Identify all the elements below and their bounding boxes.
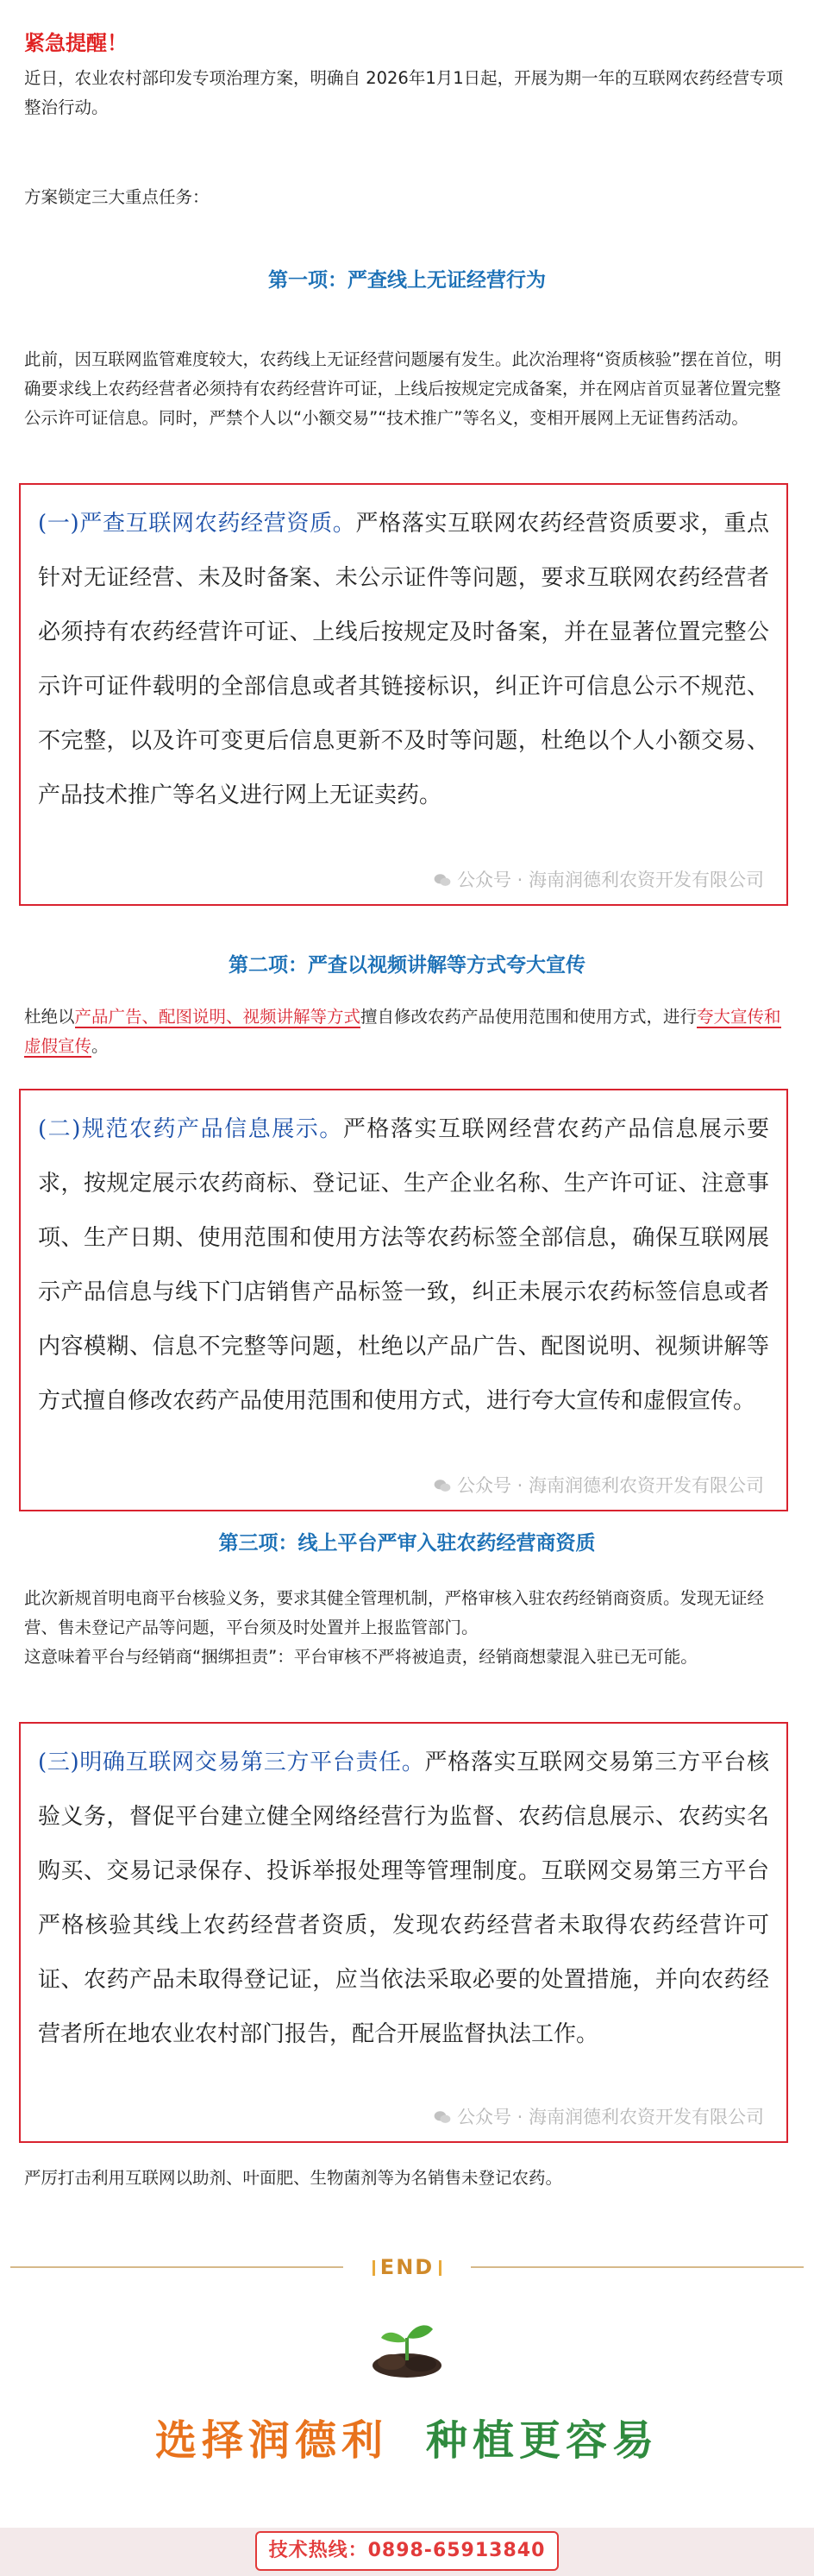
divider-left (10, 2266, 343, 2268)
section-1-body: 此前，因互联网监管难度较大，农药线上无证经营问题屡有发生。此次治理将“资质核验”摆在首位，明确要求线上农药经营者必须持有农药经营许可证，上线后按规定完成备案，并在网店首页显著位置完整公示许可证信息。同时，严禁个人以“小额交易”“技术推广”等名义，变相开展网上无证售药活动。 (24, 349, 782, 428)
section-3-quote (38, 1736, 769, 2062)
wechat-icon (433, 2110, 452, 2125)
wechat-icon (433, 873, 452, 888)
sprout-logo-icon (362, 2312, 452, 2381)
section-1-quote-lead: (一)严查互联网农药经营资质。 (38, 511, 356, 537)
section-3-quote-lead: (三)明确互联网交易第三方平台责任。 (38, 1750, 425, 1775)
end-marker (354, 2252, 460, 2283)
tasks-intro: 方案锁定三大重点任务： (24, 187, 210, 207)
section-1-title: 第一项：严查线上无证经营行为 (268, 269, 546, 292)
section-2-title: 第二项：严查以视频讲解等方式夸大宣传 (229, 954, 585, 977)
section-3-body-2: 这意味着平台与经销商“捆绑担责”：平台审核不严将被追责，经销商想蒙混入驻已无可能。 (24, 1647, 698, 1667)
section-3-quote-body: 严格落实互联网交易第三方平台核验义务，督促平台建立健全网络经营行为监督、农药信息展示、农药实名购买、交易记录保存、投诉举报处理等管理制度。互联网交易第三方平台严格核验其线上农药经营者资质，发现农药经营者未取得农药经营许可证、农药产品未取得登记证，应当依法采取必要的处置措施，并向农药经营者所在地农业农村部门报告，配合开展监督执法工作。 (38, 1750, 769, 2047)
section-1-quote-body: 严格落实互联网农药经营资质要求，重点针对无证经营、未及时备案、未公示证件等问题，要求互联网农药经营者必须持有农药经营许可证、上线后按规定及时备案，并在显著位置完整公示许可证件载明的全部信息或者其链接标识，纠正许可信息公示不规范、不完整，以及许可变更后信息更新不及时等问题，杜绝以个人小额交易、产品技术推广等名义进行网上无证卖药。 (38, 511, 769, 808)
section-1-quote-box (19, 483, 788, 906)
underline-highlight: 产品广告、配图说明、视频讲解等方式 (74, 1007, 361, 1027)
section-2-quote-box (19, 1089, 788, 1511)
section-2-quote (38, 1103, 769, 1429)
section-2-body: 杜绝以产品广告、配图说明、视频讲解等方式擅自修改农药产品使用范围和使用方式，进行夸大宣传和虚假宣传。 (24, 1007, 781, 1056)
underline-highlight: 夸大宣传和虚假宣传 (24, 1007, 781, 1056)
hotline-badge: 技术热线：0898-65913840 (255, 2531, 559, 2571)
section-3-quote-box (19, 1722, 788, 2143)
watermark: 公众号 · 海南润德利农资开发有限公司 (429, 2103, 767, 2129)
divider-right (471, 2266, 804, 2268)
slogan-part-2: 种植更容易 (426, 2416, 660, 2465)
section-3-title: 第三项：线上平台严审入驻农药经营商资质 (218, 1532, 596, 1555)
section-2-quote-body: 严格落实互联网经营农药产品信息展示要求，按规定展示农药商标、登记证、生产企业名称、生产许可证、注意事项、生产日期、使用范围和使用方法等农药标签全部信息，确保互联网展示产品信息与线下门店销售产品标签一致，纠正未展示农药标签信息或者内容模糊、信息不完整等问题，杜绝以产品广告、配图说明、视频讲解等方式擅自修改农药产品使用范围和使用方式，进行夸大宣传和虚假宣传。 (38, 1116, 769, 1414)
wechat-icon (433, 1479, 452, 1493)
slogan-part-1: 选择润德利 (154, 2416, 388, 2465)
watermark: 公众号 · 海南润德利农资开发有限公司 (429, 866, 767, 892)
end-label: END (379, 2255, 435, 2279)
slogan (0, 2407, 814, 2466)
intro-paragraph: 近日，农业农村部印发专项治理方案，明确自 2026年1月1日起，开展为期一年的互联网农药经营专项整治行动。 (24, 68, 784, 117)
closing-paragraph: 严厉打击利用互联网以助剂、叶面肥、生物菌剂等为名销售未登记农药。 (24, 2168, 563, 2188)
section-1-quote (38, 497, 769, 823)
section-2-quote-lead: (二)规范农药产品信息展示。 (38, 1116, 343, 1142)
section-3-body: 此次新规首明电商平台核验义务，要求其健全管理机制，严格审核入驻农药经销商资质。发现无证经营、售未登记产品等问题，平台须及时处置并上报监管部门。 (24, 1588, 765, 1637)
watermark: 公众号 · 海南润德利农资开发有限公司 (429, 1472, 767, 1498)
alert-title: 紧急提醒！ (24, 31, 128, 55)
